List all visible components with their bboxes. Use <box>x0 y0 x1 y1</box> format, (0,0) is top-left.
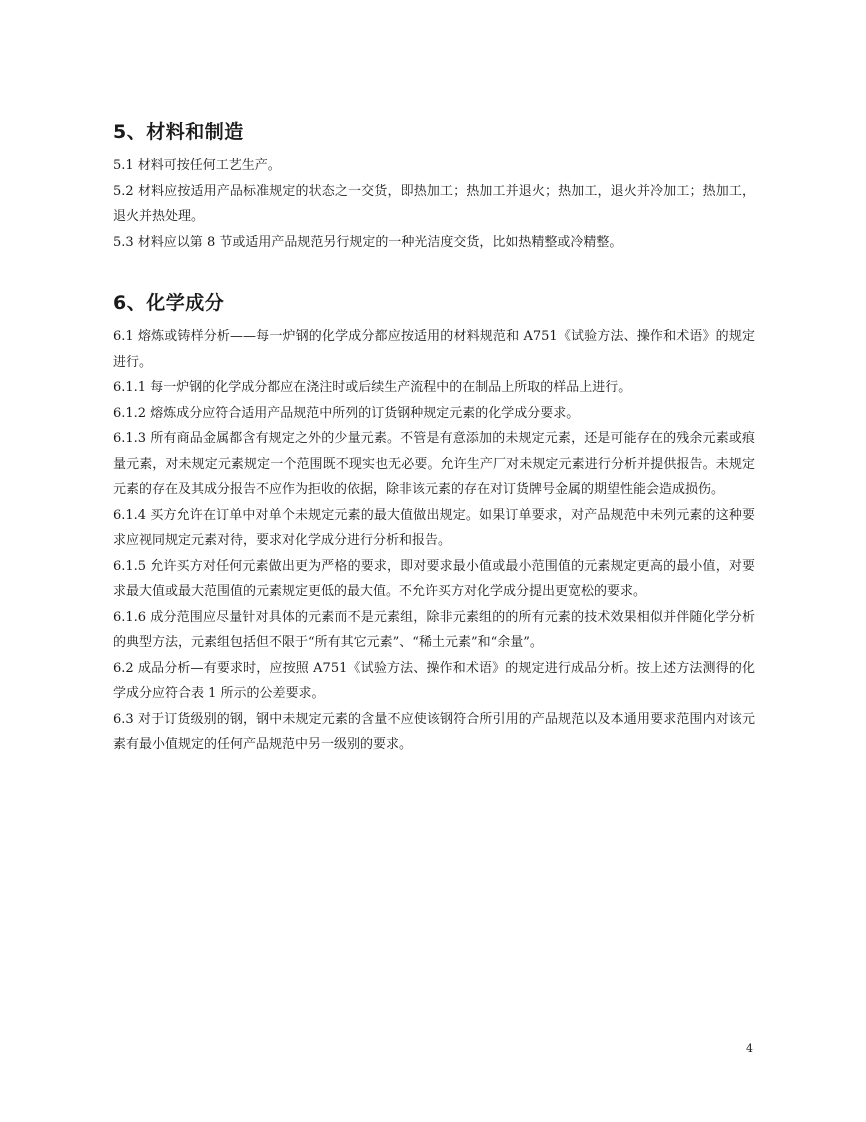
section-heading: 6、化学成分 <box>113 292 225 314</box>
paragraph-6-1-2: 6.1.2 熔炼成分应符合适用产品规范中所列的订货钢种规定元素的化学成分要求。 <box>113 405 580 421</box>
paragraph-6-1: 6.1 熔炼或铸样分析——每一炉钢的化学成分都应按适用的材料规范和 A751《试验方法、操作和术语》的规定进行。 <box>113 329 755 370</box>
page-number: 4 <box>746 1042 753 1055</box>
section-heading: 5、材料和制造 <box>113 121 244 143</box>
paragraph-6-1-4: 6.1.4 买方允许在订单中对单个未规定元素的最大值做出规定。如果订单要求，对产品规范中未列元素的这种要求应视同规定元素对待，要求对化学成分进行分析和报告。 <box>113 507 755 548</box>
paragraph-5-3: 5.3 材料应以第 8 节或适用产品规范另行规定的一种光洁度交货，比如热精整或冷精整。 <box>113 234 623 250</box>
paragraph-6-1-1: 6.1.1 每一炉钢的化学成分都应在浇注时或后续生产流程中的在制品上所取的样品上进行。 <box>113 380 632 395</box>
paragraph-6-1-6: 6.1.6 成分范围应尽量针对具体的元素而不是元素组，除非元素组的的所有元素的技术效果相似并伴随化学分析的典型方法，元素组包括但不限于“所有其它元素”、“稀土元素”和“余量”。 <box>113 609 755 650</box>
paragraph-6-2: 6.2 成品分析—有要求时，应按照 A751《试验方法、操作和术语》的规定进行成品分析。按上述方法测得的化学成分应符合表 1 所示的公差要求。 <box>113 660 755 701</box>
paragraph-5-1: 5.1 材料可按任何工艺生产。 <box>113 158 281 173</box>
paragraph-6-3: 6.3 对于订货级别的钢，钢中未规定元素的含量不应使该钢符合所引用的产品规范以及本通用要求范围内对该元素有最小值规定的任何产品规范中另一级别的要求。 <box>113 711 755 752</box>
paragraph-5-2: 5.2 材料应按适用产品标准规定的状态之一交货，即热加工；热加工并退火；热加工，退火并冷加工；热加工，退火并热处理。 <box>113 183 755 224</box>
section-materials-manufacture <box>113 119 755 255</box>
paragraph-6-1-3: 6.1.3 所有商品金属都含有规定之外的少量元素。不管是有意添加的未规定元素，还是可能存在的残余元素或痕量元素，对未规定元素规定一个范围既不现实也无必要。允许生产厂对未规定元素进行分析并提供报告。未规定元素的存在及其成分报告不应作为拒收的依据，除非该元素的存在对订货牌号金属的期望性能会造成损伤。 <box>113 431 755 497</box>
paragraph-6-1-5: 6.1.5 允许买方对任何元素做出更为严格的要求，即对要求最小值或最小范围值的元素规定更高的最小值，对要求最大值或最大范围值的元素规定更低的最大值。不允许买方对化学成分提出更宽松的要求。 <box>113 558 755 599</box>
section-chemical-composition <box>113 290 755 758</box>
